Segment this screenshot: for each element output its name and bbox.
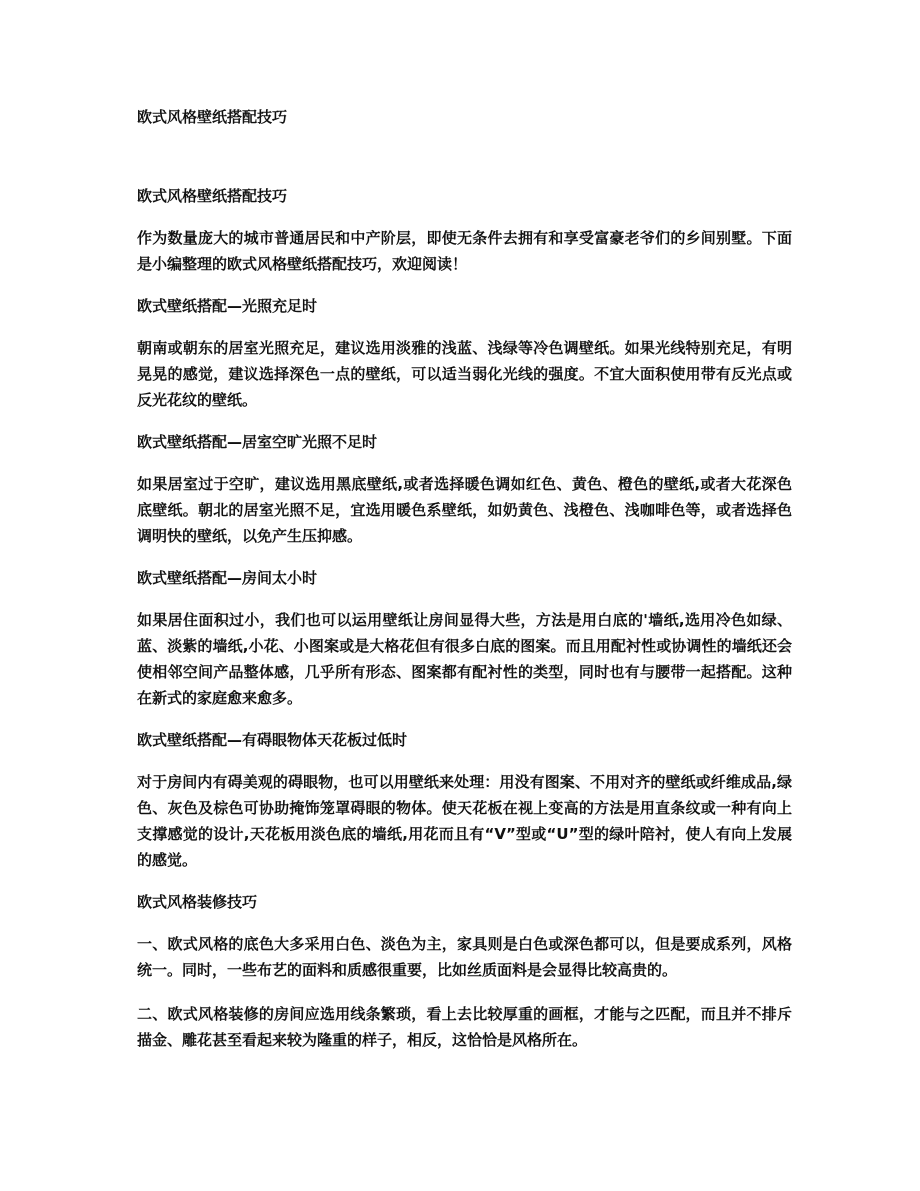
section-heading-sunlight: 欧式壁纸搭配—光照充足时 — [137, 297, 318, 315]
section-paragraph-empty-room: 如果居室过于空旷，建议选用黑底壁纸,或者选择暖色调如红色、黄色、橙色的壁纸,或者大花深色底壁纸。朝北的居室光照不足，宜选用暖色系壁纸，如奶黄色、浅橙色、浅咖啡色等，或者选择色调明快的壁纸，以免产生压抑感。 — [137, 475, 792, 545]
section-heading-small-room: 欧式壁纸搭配—房间太小时 — [137, 569, 318, 587]
section-paragraph-small-room: 如果居住面积过小，我们也可以运用壁纸让房间显得大些，方法是用白底的'墙纸,选用冷色如绿、蓝、淡紫的墙纸,小花、小图案或是大格花但有很多白底的图案。而且用配衬性或协调性的墙纸还会使相邻空间产品整体感，几乎所有形态、图案都有配衬性的类型，同时也有与腰带一起搭配。这种在新式的家庭愈来愈多。 — [137, 611, 792, 707]
document-content — [137, 185, 792, 1071]
document-title: 欧式风格壁纸搭配技巧 — [137, 108, 288, 126]
intro-paragraph: 作为数量庞大的城市普通居民和中产阶层，即使无条件去拥有和享受富豪老爷们的乡间别墅。下面是小编整理的欧式风格壁纸搭配技巧，欢迎阅读！ — [137, 229, 792, 273]
section-heading-low-ceiling: 欧式壁纸搭配—有碍眼物体天花板过低时 — [137, 731, 408, 749]
section-title: 欧式风格壁纸搭配技巧 — [137, 187, 288, 205]
section-paragraph-low-ceiling: 对于房间内有碍美观的碍眼物，也可以用壁纸来处理：用没有图案、不用对齐的壁纸或纤维成品,绿色、灰色及棕色可协助掩饰笼罩碍眼的物体。使天花板在视上变高的方法是用直条纹或一种有向上支撑感觉的设计,天花板用淡色底的墙纸,用花而且有“V”型或“U”型的绿叶陪衬，使人有向上发展的感觉。 — [137, 773, 792, 869]
section-paragraph-decoration-tip-two: 二、欧式风格装修的房间应选用线条繁琐，看上去比较厚重的画框，才能与之匹配，而且并不排斥描金、雕花甚至看起来较为隆重的样子，相反，这恰恰是风格所在。 — [137, 1005, 792, 1049]
section-paragraph-sunlight: 朝南或朝东的居室光照充足，建议选用淡雅的浅蓝、浅绿等冷色调壁纸。如果光线特别充足，有明晃晃的感觉，建议选择深色一点的壁纸，可以适当弱化光线的强度。不宜大面积使用带有反光点或反光花纹的壁纸。 — [137, 339, 792, 409]
section-heading-empty-room: 欧式壁纸搭配—居室空旷光照不足时 — [137, 433, 378, 451]
section-paragraph-decoration-tip-one: 一、欧式风格的底色大多采用白色、淡色为主，家具则是白色或深色都可以，但是要成系列，风格统一。同时，一些布艺的面料和质感很重要，比如丝质面料是会显得比较高贵的。 — [137, 935, 792, 979]
section-heading-decoration-tips: 欧式风格装修技巧 — [137, 893, 258, 911]
